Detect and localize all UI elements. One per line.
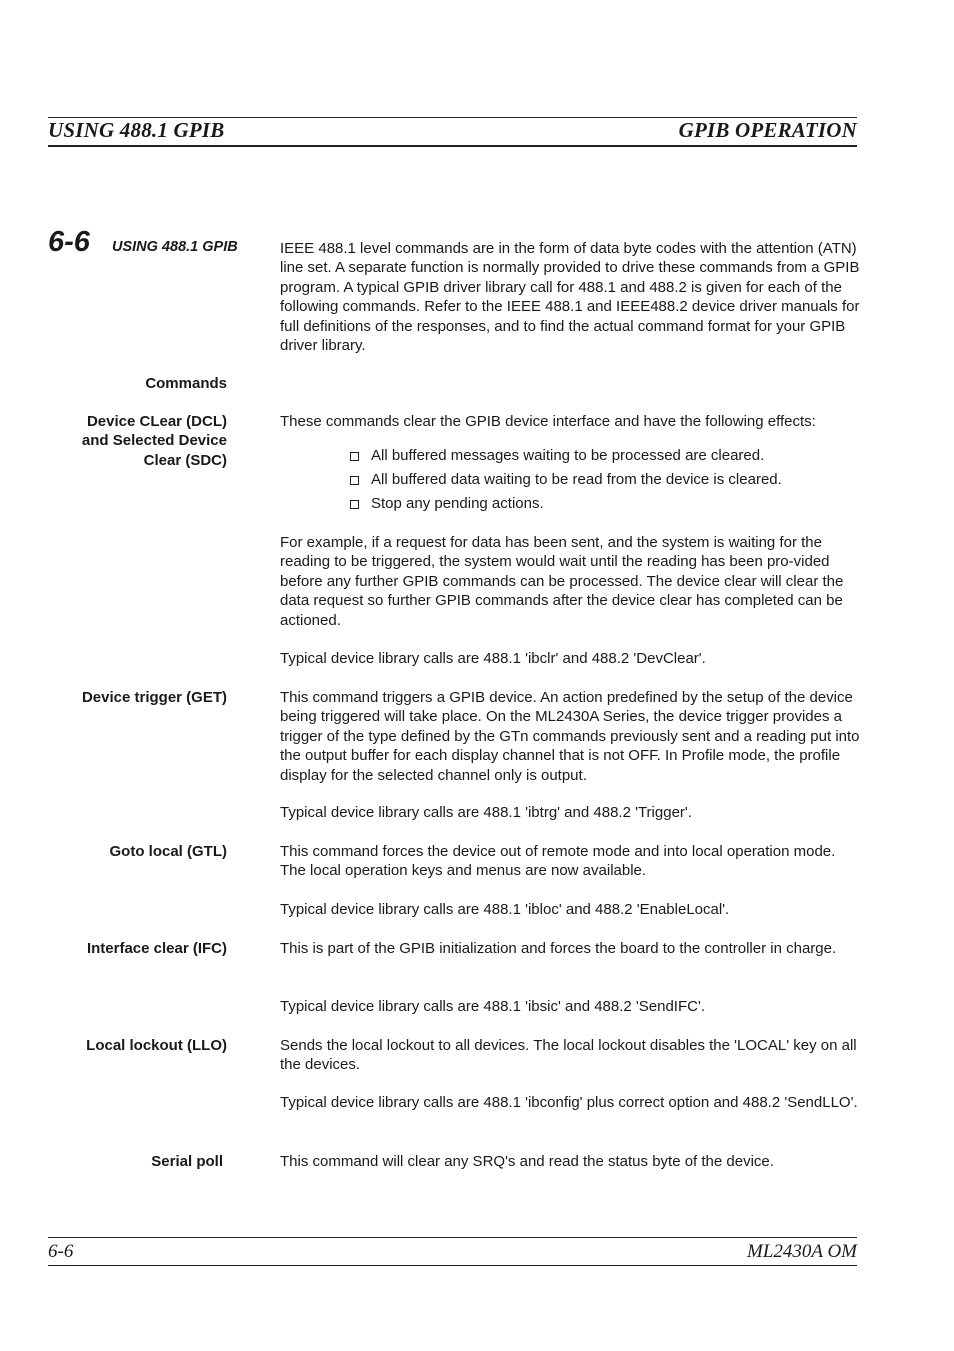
list-item: All buffered messages waiting to be processed are cleared. (348, 444, 858, 468)
dcl-intro: These commands clear the GPIB device interface and have the following effects: (280, 413, 816, 430)
dcl-bullet-list (348, 444, 858, 516)
section-number: 6-6 (48, 226, 90, 258)
dcl-example: For example, if a request for data has been sent, and the system is waiting for the reading to be triggered, the system would wait until the reading has been pro-vided before any further GPIB commands can be processed. The device clear will clear the data request so further GPIB commands after the device clear has completed can be actioned. (280, 534, 844, 629)
dcl-label-line3: Clear (SDC) (143, 451, 227, 469)
spoll-text: This command will clear any SRQ's and read the status byte of the device. (280, 1153, 774, 1170)
running-header-left: USING 488.1 GPIB (48, 118, 225, 142)
gtl-label: Goto local (GTL) (109, 843, 227, 860)
ifc-label: Interface clear (IFC) (86, 940, 227, 957)
ifc-calls: Typical device library calls are 488.1 'ibsic' and 488.2 'SendIFC'. (280, 998, 706, 1015)
footer-rule-top (48, 1237, 857, 1238)
spoll-label: Serial poll (151, 1153, 223, 1170)
gtl-text: This command forces the device out of remote mode and into local operation mode. The local operation keys and menus are now available. (280, 843, 836, 880)
get-text: This command triggers a GPIB device. An action predefined by the setup of the device being triggered will take place. On the ML2430A Series, the device trigger provides a trigger of the type defined by the GTn commands previously sent and a reading put into the output buffer for each display channel that is not OFF. In Profile mode, the profile display for the selected channel only is output. (280, 689, 860, 784)
document-id: ML2430A OM (747, 1241, 857, 1262)
ifc-text: This is part of the GPIB initialization and forces the board to the controller in charge. (280, 940, 837, 957)
checkbox-bullet-icon (350, 476, 359, 485)
dcl-label-line1: Device CLear (DCL) (86, 413, 227, 430)
section-title: USING 488.1 GPIB (112, 239, 238, 255)
section-intro: IEEE 488.1 level commands are in the form of data byte codes with the attention (ATN) line set. A separate function is normally provided to drive these commands from a GPIB program. A typical GPIB driver library call for 488.1 and 488.2 is given for each of the following commands. Refer to the IEEE 488.1 and IEEE488.2 device driver manuals for full definitions of the responses, and to find the actual command format for your GPIB driver library. (280, 240, 860, 355)
page-number: 6-6 (48, 1241, 74, 1262)
dcl-label-line2: and Selected Device (81, 432, 227, 450)
gtl-calls: Typical device library calls are 488.1 'ibloc' and 488.2 'EnableLocal'. (280, 901, 730, 918)
get-calls: Typical device library calls are 488.1 'ibtrg' and 488.2 'Trigger'. (280, 804, 692, 821)
checkbox-bullet-icon (350, 500, 359, 509)
footer-rule-bottom (48, 1265, 857, 1266)
running-header-right: GPIB OPERATION (678, 118, 857, 142)
list-item: All buffered data waiting to be read from the device is cleared. (348, 468, 858, 492)
list-item: Stop any pending actions. (348, 492, 858, 516)
llo-text: Sends the local lockout to all devices. The local lockout disables the 'LOCAL' key on all the devices. (280, 1037, 857, 1074)
dcl-calls: Typical device library calls are 488.1 'ibclr' and 488.2 'DevClear'. (280, 650, 706, 667)
llo-calls: Typical device library calls are 488.1 'ibconfig' plus correct option and 488.2 'SendLLO'. (280, 1094, 858, 1111)
commands-heading: Commands (145, 375, 227, 392)
dcl-label (27, 412, 227, 470)
get-label: Device trigger (GET) (81, 689, 227, 706)
checkbox-bullet-icon (350, 452, 359, 461)
header-rule-bottom (48, 145, 857, 147)
llo-label: Local lockout (LLO) (86, 1037, 227, 1054)
